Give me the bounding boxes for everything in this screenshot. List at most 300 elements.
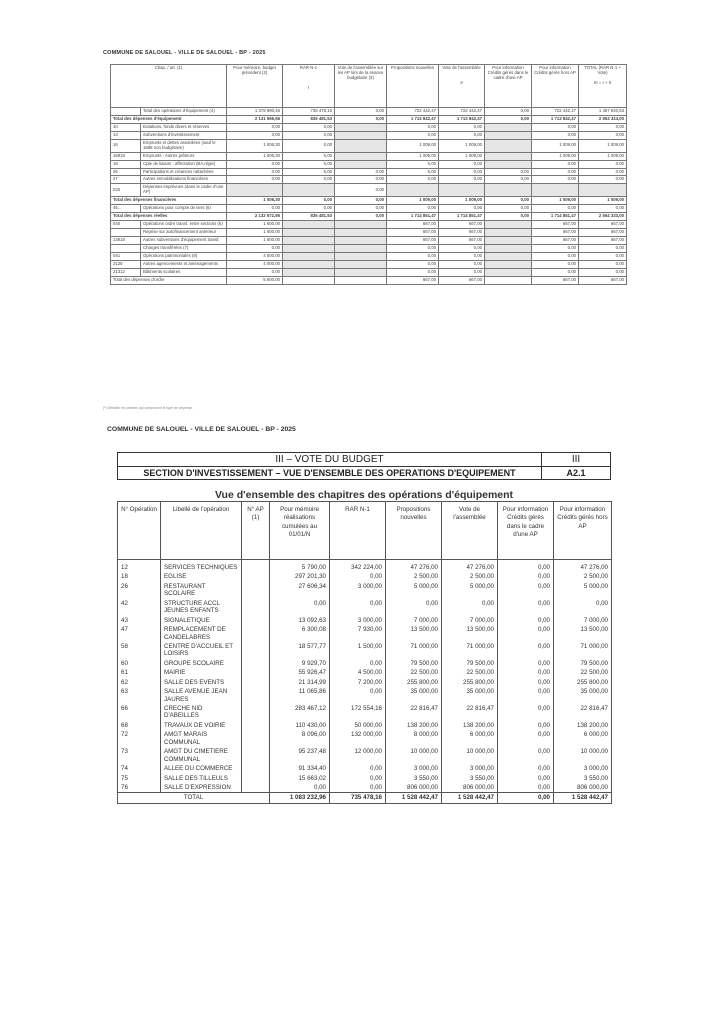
row-code: 16 bbox=[111, 139, 141, 152]
operation-ap bbox=[242, 730, 270, 747]
total-value: 0,00 bbox=[498, 793, 554, 803]
row-value: 1 714 851,47 bbox=[439, 213, 485, 221]
row-value: 0,00 bbox=[387, 160, 439, 168]
operation-value: 0,00 bbox=[498, 642, 554, 659]
row-value bbox=[335, 268, 387, 276]
row-value: 0,00 bbox=[227, 176, 283, 184]
row-value: 1 009,00 bbox=[439, 139, 485, 152]
row-value bbox=[283, 236, 335, 244]
row-label: Autres immobilisations financières bbox=[141, 176, 227, 184]
row-value: 0,00 bbox=[227, 160, 283, 168]
row-code: 45... bbox=[111, 205, 141, 213]
row-code: 040 bbox=[111, 221, 141, 229]
row-value: 4 000,00 bbox=[227, 260, 283, 268]
operation-value: 47 276,00 bbox=[442, 560, 498, 573]
operation-value: 0,00 bbox=[498, 678, 554, 687]
row-value: 1 714 851,47 bbox=[387, 213, 439, 221]
row-value: 4 000,00 bbox=[227, 252, 283, 260]
row-value: 0,00 bbox=[335, 205, 387, 213]
row-label: Autres subventions d'équipement transf. bbox=[141, 236, 227, 244]
row-value bbox=[485, 229, 532, 237]
operation-value: 0,00 bbox=[498, 747, 554, 764]
operation-label: AMGT DU CIMETIERE COMMUNAL bbox=[161, 747, 242, 764]
row-value: 0,00 bbox=[387, 252, 439, 260]
row-value: 2 131 566,56 bbox=[227, 115, 283, 123]
row-value: 1 009,00 bbox=[439, 152, 485, 160]
expenses-row bbox=[111, 123, 627, 131]
operation-value: 8 000,00 bbox=[386, 730, 442, 747]
operation-value: 0,00 bbox=[330, 783, 386, 793]
row-code: 041 bbox=[111, 252, 141, 260]
row-value: 0,00 bbox=[283, 131, 335, 139]
operation-number: 73 bbox=[118, 747, 161, 764]
operation-value: 0,00 bbox=[442, 599, 498, 616]
operation-value: 55 926,47 bbox=[270, 668, 330, 677]
row-code: 13 bbox=[111, 131, 141, 139]
operation-ap bbox=[242, 704, 270, 721]
col-header: Vote de l'assemblée bbox=[442, 502, 498, 560]
operation-value: 13 500,00 bbox=[554, 625, 612, 642]
row-value bbox=[439, 184, 485, 197]
vote-budget-code: III bbox=[571, 454, 581, 465]
row-code bbox=[111, 108, 141, 116]
operation-value: 806 000,00 bbox=[386, 783, 442, 793]
row-value: 722 442,47 bbox=[532, 108, 579, 116]
row-value: 1 378 890,46 bbox=[227, 108, 283, 116]
operation-value: 5 000,00 bbox=[554, 582, 612, 599]
col-header: Chap. / art. (1) bbox=[111, 65, 227, 108]
col-header-mark: I bbox=[307, 84, 310, 90]
operation-label: SIGNALETIQUE bbox=[161, 616, 242, 625]
row-value: 667,00 bbox=[532, 276, 579, 284]
operation-value: 13 500,00 bbox=[386, 625, 442, 642]
operation-ap bbox=[242, 687, 270, 704]
operation-value: 71 000,00 bbox=[386, 642, 442, 659]
operation-value: 297 201,30 bbox=[270, 572, 330, 581]
operation-value: 3 550,00 bbox=[554, 774, 612, 783]
row-value bbox=[283, 229, 335, 237]
col-header: Propositions nouvelles bbox=[387, 65, 439, 108]
row-label: Opérations ordre transf. entre sections (6) bbox=[141, 221, 227, 229]
operation-value: 10 000,00 bbox=[442, 747, 498, 764]
operation-label: GROUPE SCOLAIRE bbox=[161, 659, 242, 668]
row-value: 735 478,16 bbox=[283, 108, 335, 116]
operation-row bbox=[118, 572, 612, 581]
operation-value: 0,00 bbox=[498, 764, 554, 773]
row-value: 667,00 bbox=[532, 221, 579, 229]
row-value: 1 600,00 bbox=[227, 236, 283, 244]
row-value: 1 009,00 bbox=[579, 139, 627, 152]
row-value bbox=[579, 184, 627, 197]
col-header: Libellé de l'opération bbox=[161, 502, 242, 560]
operation-value: 5 000,00 bbox=[386, 582, 442, 599]
row-value: 0,00 bbox=[579, 244, 627, 252]
operation-value: 0,00 bbox=[498, 599, 554, 616]
expenses-row bbox=[111, 244, 627, 252]
total-value: 1 083 232,96 bbox=[270, 793, 330, 803]
row-value: 0,00 bbox=[439, 168, 485, 176]
row-label: Emprunts et dettes assimilées (sauf le 1688 non budgétaire) bbox=[141, 139, 227, 152]
operation-value: 21 314,99 bbox=[270, 678, 330, 687]
operations-table bbox=[117, 501, 612, 804]
row-value: 0,00 bbox=[532, 260, 579, 268]
row-value: 0,00 bbox=[439, 160, 485, 168]
row-value bbox=[335, 152, 387, 160]
expenses-row bbox=[111, 221, 627, 229]
operation-number: 75 bbox=[118, 774, 161, 783]
operation-row bbox=[118, 783, 612, 793]
row-value: 722 442,47 bbox=[387, 108, 439, 116]
operation-value: 2 500,00 bbox=[442, 572, 498, 581]
expenses-row bbox=[111, 236, 627, 244]
operation-number: 66 bbox=[118, 704, 161, 721]
operation-value: 7 000,00 bbox=[442, 616, 498, 625]
row-value bbox=[485, 131, 532, 139]
operation-value: 0,00 bbox=[386, 599, 442, 616]
operation-value: 0,00 bbox=[498, 730, 554, 747]
row-value bbox=[485, 268, 532, 276]
row-value: 0,00 bbox=[387, 205, 439, 213]
row-value: 0,00 bbox=[485, 176, 532, 184]
operation-value: 71 000,00 bbox=[554, 642, 612, 659]
operation-value: 35 000,00 bbox=[554, 687, 612, 704]
row-value: 0,00 bbox=[532, 176, 579, 184]
operation-ap bbox=[242, 616, 270, 625]
operation-label: CENTRE D'ACCUEIL ET LOISIRS bbox=[161, 642, 242, 659]
operation-number: 12 bbox=[118, 560, 161, 573]
operation-value: 0,00 bbox=[498, 668, 554, 677]
row-value: 0,00 bbox=[335, 176, 387, 184]
operation-value: 132 000,00 bbox=[330, 730, 386, 747]
operation-value: 0,00 bbox=[330, 687, 386, 704]
operation-value: 0,00 bbox=[498, 616, 554, 625]
operation-value: 7 000,00 bbox=[386, 616, 442, 625]
operation-label: SALLE DES TILLEULS bbox=[161, 774, 242, 783]
row-value: 0,00 bbox=[439, 244, 485, 252]
row-value: 0,00 bbox=[532, 160, 579, 168]
row-value: 667,00 bbox=[579, 229, 627, 237]
row-value bbox=[485, 152, 532, 160]
operation-label: TRAVAUX DE VOIRIE bbox=[161, 721, 242, 730]
operation-value: 22 500,00 bbox=[554, 668, 612, 677]
operations-total-row bbox=[118, 793, 612, 803]
expenses-row bbox=[111, 268, 627, 276]
row-code: 18 bbox=[111, 160, 141, 168]
row-value: 0,00 bbox=[387, 244, 439, 252]
operation-value: 91 334,40 bbox=[270, 764, 330, 773]
operation-ap bbox=[242, 659, 270, 668]
operation-value: 7 000,00 bbox=[554, 616, 612, 625]
row-value: 0,00 bbox=[227, 268, 283, 276]
row-value: 667,00 bbox=[439, 229, 485, 237]
row-value: 0,00 bbox=[283, 139, 335, 152]
expenses-row bbox=[111, 229, 627, 237]
row-value: 1 713 842,47 bbox=[439, 115, 485, 123]
operation-value: 13 092,63 bbox=[270, 616, 330, 625]
row-value: 667,00 bbox=[579, 276, 627, 284]
row-value bbox=[532, 184, 579, 197]
row-value: 667,00 bbox=[532, 236, 579, 244]
row-value: 0,00 bbox=[439, 176, 485, 184]
operation-value: 13 500,00 bbox=[442, 625, 498, 642]
col-header: Pour mémoire, budget précédent (2) bbox=[227, 65, 283, 108]
col-header: RAR N-1 bbox=[330, 502, 386, 560]
operation-row bbox=[118, 616, 612, 625]
col-header: Propositions nouvelles bbox=[386, 502, 442, 560]
operation-label: SERVICES TECHNIQUES bbox=[161, 560, 242, 573]
row-value: 1 009,00 bbox=[387, 139, 439, 152]
col-header-mark: II bbox=[460, 79, 463, 85]
operation-value: 0,00 bbox=[498, 687, 554, 704]
operation-ap bbox=[242, 668, 270, 677]
row-value: 0,00 bbox=[579, 260, 627, 268]
row-value bbox=[335, 252, 387, 260]
operation-row bbox=[118, 560, 612, 573]
operation-value: 0,00 bbox=[498, 721, 554, 730]
row-value: 0,00 bbox=[283, 197, 335, 205]
operation-value: 283 467,12 bbox=[270, 704, 330, 721]
operation-value: 6 000,00 bbox=[442, 730, 498, 747]
row-value bbox=[485, 123, 532, 131]
operation-value: 138 200,00 bbox=[554, 721, 612, 730]
row-code: 10 bbox=[111, 123, 141, 131]
row-value: 0,00 bbox=[579, 252, 627, 260]
expenses-table bbox=[110, 64, 627, 285]
row-value bbox=[485, 276, 532, 284]
row-value: 1 006,30 bbox=[227, 139, 283, 152]
row-value: 0,00 bbox=[485, 213, 532, 221]
row-value: 0,00 bbox=[579, 123, 627, 131]
row-label: Charges transférées (7) bbox=[141, 244, 227, 252]
row-code bbox=[111, 229, 141, 237]
row-value: 0,00 bbox=[485, 108, 532, 116]
operation-value: 0,00 bbox=[498, 560, 554, 573]
operation-value: 806 000,00 bbox=[442, 783, 498, 793]
col-header: Pour information Crédits gérés hors AP bbox=[532, 65, 579, 108]
row-value: 0,00 bbox=[485, 115, 532, 123]
operation-value: 50 000,00 bbox=[330, 721, 386, 730]
col-header: N° Opération bbox=[118, 502, 161, 560]
row-code: 26 bbox=[111, 168, 141, 176]
row-value: 0,00 bbox=[283, 152, 335, 160]
operation-number: 60 bbox=[118, 659, 161, 668]
row-value bbox=[485, 244, 532, 252]
operation-number: 58 bbox=[118, 642, 161, 659]
row-value: 0,00 bbox=[283, 205, 335, 213]
row-value bbox=[283, 276, 335, 284]
row-value: 0,00 bbox=[579, 268, 627, 276]
row-value: 0,00 bbox=[387, 131, 439, 139]
row-value: 1 009,00 bbox=[579, 152, 627, 160]
col-header: Pour information Crédits gérés dans le cadre d'une AP bbox=[485, 65, 532, 108]
total-value: 735 478,16 bbox=[330, 793, 386, 803]
row-code: 13918 bbox=[111, 236, 141, 244]
operation-value: 22 500,00 bbox=[442, 668, 498, 677]
operation-number: 18 bbox=[118, 572, 161, 581]
row-value bbox=[335, 244, 387, 252]
row-value: 1 714 851,47 bbox=[532, 213, 579, 221]
row-value: 0,00 bbox=[387, 176, 439, 184]
row-value bbox=[335, 131, 387, 139]
operation-value: 10 000,00 bbox=[554, 747, 612, 764]
expenses-row bbox=[111, 160, 627, 168]
expenses-row bbox=[111, 108, 627, 116]
operation-value: 0,00 bbox=[330, 764, 386, 773]
operations-title: Vue d'ensemble des chapitres des opérations d'équipement bbox=[214, 489, 514, 501]
row-value bbox=[283, 244, 335, 252]
operation-ap bbox=[242, 560, 270, 573]
operation-value: 0,00 bbox=[330, 659, 386, 668]
row-value bbox=[335, 160, 387, 168]
operation-value: 3 000,00 bbox=[554, 764, 612, 773]
vote-budget-title: III – VOTE DU BUDGET bbox=[118, 453, 542, 466]
expenses-row bbox=[111, 213, 627, 221]
row-value: 1 009,00 bbox=[439, 197, 485, 205]
operation-value: 1 500,00 bbox=[330, 642, 386, 659]
operation-value: 5 000,00 bbox=[442, 582, 498, 599]
row-value: 1 457 920,63 bbox=[579, 108, 627, 116]
row-value: 0,00 bbox=[439, 260, 485, 268]
operation-number: 43 bbox=[118, 616, 161, 625]
operation-value: 18 577,77 bbox=[270, 642, 330, 659]
operation-label: RESTAURANT SCOLAIRE bbox=[161, 582, 242, 599]
operation-value: 0,00 bbox=[498, 659, 554, 668]
row-value: 2 132 572,86 bbox=[227, 213, 283, 221]
row-value bbox=[283, 252, 335, 260]
row-value bbox=[485, 221, 532, 229]
row-label: Autres agencements et aménagements bbox=[141, 260, 227, 268]
operation-value: 0,00 bbox=[498, 774, 554, 783]
row-label: Total des dépenses réelles bbox=[111, 213, 227, 221]
operation-label: EGLISE bbox=[161, 572, 242, 581]
row-label: Total des dépenses d'équipement bbox=[111, 115, 227, 123]
row-value: 0,00 bbox=[532, 168, 579, 176]
row-value: 0,00 bbox=[532, 244, 579, 252]
operation-value: 255 800,00 bbox=[554, 678, 612, 687]
operation-ap bbox=[242, 774, 270, 783]
col-header: Pour information Crédits gérés hors AP bbox=[554, 502, 612, 560]
row-value: 667,00 bbox=[439, 276, 485, 284]
col-header: Pour information Crédits gérés dans le cadre d'une AP bbox=[498, 502, 554, 560]
row-value: 1 009,00 bbox=[532, 139, 579, 152]
operation-value: 255 800,00 bbox=[386, 678, 442, 687]
row-value: 667,00 bbox=[579, 236, 627, 244]
row-value: 0,00 bbox=[283, 176, 335, 184]
expenses-row bbox=[111, 260, 627, 268]
row-value: 0,00 bbox=[485, 205, 532, 213]
vote-budget-box bbox=[117, 452, 611, 480]
row-value: 0,00 bbox=[579, 176, 627, 184]
operation-value: 79 500,00 bbox=[386, 659, 442, 668]
operation-number: 74 bbox=[118, 764, 161, 773]
operation-ap bbox=[242, 642, 270, 659]
row-label: Total des opérations d'équipement (4) bbox=[141, 108, 227, 116]
operation-value: 47 276,00 bbox=[554, 560, 612, 573]
operation-row bbox=[118, 625, 612, 642]
row-value: 1 009,00 bbox=[532, 152, 579, 160]
section-ref: A2.1 bbox=[566, 468, 586, 478]
row-value: 0,00 bbox=[532, 131, 579, 139]
operation-value: 3 000,00 bbox=[330, 616, 386, 625]
row-value: 667,00 bbox=[532, 229, 579, 237]
total-value: 1 528 442,47 bbox=[442, 793, 498, 803]
row-value: 0,00 bbox=[283, 168, 335, 176]
row-value: 667,00 bbox=[579, 221, 627, 229]
row-value bbox=[485, 139, 532, 152]
operation-label: SALLE D'EXPRESSION bbox=[161, 783, 242, 793]
col-header: Vote de l'assemblée II bbox=[439, 65, 485, 108]
operation-value: 3 000,00 bbox=[442, 764, 498, 773]
expenses-row bbox=[111, 152, 627, 160]
operation-label: SALLE DES EVENTS bbox=[161, 678, 242, 687]
operation-ap bbox=[242, 572, 270, 581]
operation-ap bbox=[242, 625, 270, 642]
operation-label: CRECHE NID D'ABEILLES bbox=[161, 704, 242, 721]
operation-number: 47 bbox=[118, 625, 161, 642]
operation-ap bbox=[242, 747, 270, 764]
operation-number: 68 bbox=[118, 721, 161, 730]
operation-value: 3 000,00 bbox=[386, 764, 442, 773]
operation-value: 0,00 bbox=[498, 582, 554, 599]
row-value: 0,00 bbox=[387, 268, 439, 276]
expenses-row bbox=[111, 276, 627, 284]
operation-value: 0,00 bbox=[330, 774, 386, 783]
operation-value: 22 816,47 bbox=[442, 704, 498, 721]
expenses-row bbox=[111, 168, 627, 176]
page-header: COMMUNE DE SALOUEL - VILLE DE SALOUEL - BP - 2025 bbox=[107, 426, 296, 433]
operation-value: 0,00 bbox=[330, 572, 386, 581]
operation-ap bbox=[242, 764, 270, 773]
row-value: 1 713 842,47 bbox=[532, 115, 579, 123]
operation-label: MAIRIE bbox=[161, 668, 242, 677]
row-value: 0,00 bbox=[485, 168, 532, 176]
operation-value: 172 554,16 bbox=[330, 704, 386, 721]
row-value: 0,00 bbox=[335, 184, 387, 197]
row-label: Opérations patrimoniales (8) bbox=[141, 252, 227, 260]
row-value: 0,00 bbox=[579, 168, 627, 176]
row-value bbox=[227, 184, 283, 197]
row-code bbox=[111, 244, 141, 252]
expenses-row bbox=[111, 184, 627, 197]
row-value bbox=[283, 268, 335, 276]
operation-row bbox=[118, 599, 612, 616]
footnote: (*) Détailler les articles qui composent le type de dépense. bbox=[103, 406, 194, 410]
operation-ap bbox=[242, 783, 270, 793]
row-label: Subventions d'investissement bbox=[141, 131, 227, 139]
row-value: 667,00 bbox=[387, 229, 439, 237]
row-value: 0,00 bbox=[283, 123, 335, 131]
col-header: RAR N-1 I bbox=[283, 65, 335, 108]
operation-value: 11 065,86 bbox=[270, 687, 330, 704]
row-value bbox=[335, 123, 387, 131]
operation-value: 12 000,00 bbox=[330, 747, 386, 764]
row-label: Total des dépenses financières bbox=[111, 197, 227, 205]
operation-row bbox=[118, 659, 612, 668]
row-value: 0,00 bbox=[387, 260, 439, 268]
row-value: 0,00 bbox=[227, 205, 283, 213]
expenses-row bbox=[111, 205, 627, 213]
operation-number: 62 bbox=[118, 678, 161, 687]
row-value: 1 009,00 bbox=[387, 197, 439, 205]
row-value bbox=[335, 221, 387, 229]
row-value: 5 600,00 bbox=[227, 276, 283, 284]
row-value: 0,00 bbox=[227, 244, 283, 252]
total-label: TOTAL bbox=[118, 793, 270, 803]
operation-value: 0,00 bbox=[270, 783, 330, 793]
operation-value: 10 000,00 bbox=[386, 747, 442, 764]
row-value: 0,00 bbox=[532, 252, 579, 260]
col-header: Vote de l'assemblée sur les AP lors de la séance budgétaire (3) bbox=[335, 65, 387, 108]
